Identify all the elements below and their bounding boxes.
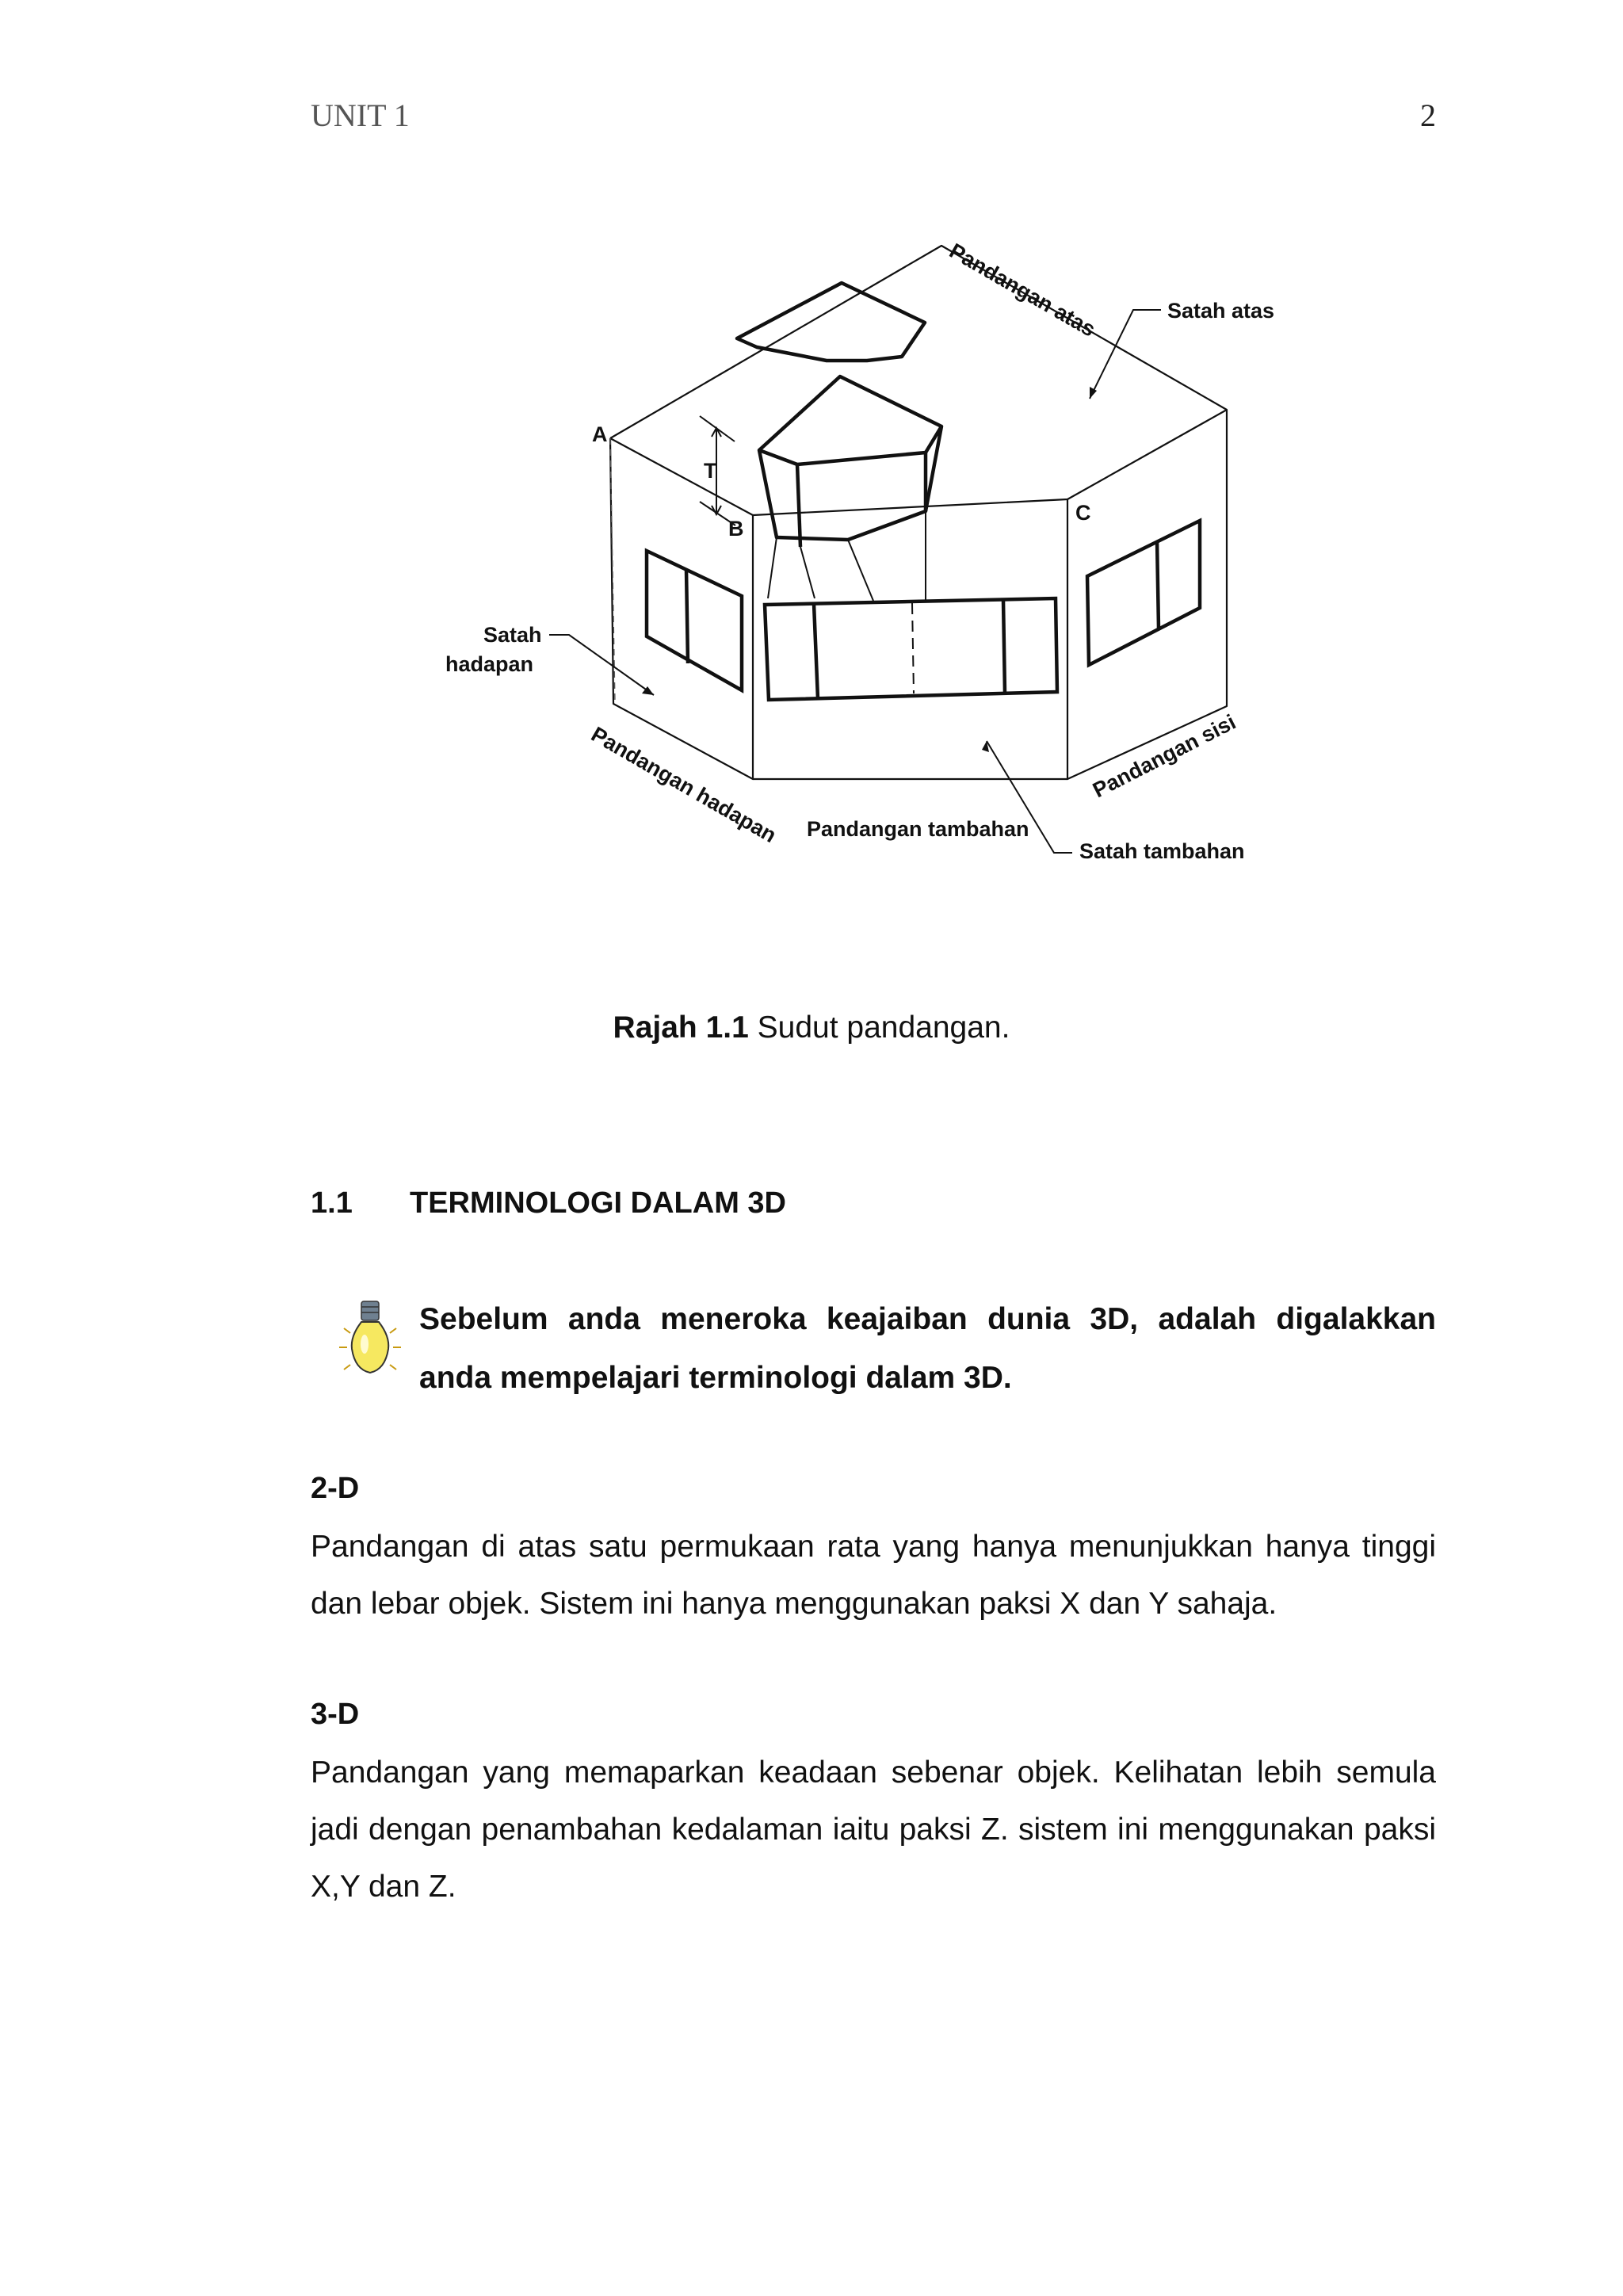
label-top-view: Pandangan atas xyxy=(945,239,1100,342)
label-point-b: B xyxy=(728,517,744,541)
label-front-view: Pandangan hadapan xyxy=(587,722,781,848)
label-front-plane-1: Satah xyxy=(483,623,542,647)
box-left-face xyxy=(610,438,753,779)
projection-planes-figure xyxy=(372,202,1284,939)
term-title: 3-D xyxy=(311,1698,360,1731)
top-view-shape xyxy=(737,283,925,361)
leader-top-plane xyxy=(1090,310,1161,399)
label-height: T xyxy=(704,459,717,483)
tip-box xyxy=(311,1290,1436,1417)
caption-number: Rajah 1.1 xyxy=(613,1010,749,1045)
projection-diagram xyxy=(372,202,1284,939)
tip-text: Sebelum anda meneroka keajaiban dunia 3D, adalah digalakkan anda mempelajari terminologi dalam 3D. xyxy=(419,1302,1436,1395)
label-point-a: A xyxy=(592,422,608,446)
leader-front-plane xyxy=(549,635,654,695)
label-point-c: C xyxy=(1075,501,1091,525)
side-view-shape xyxy=(1087,521,1200,665)
term-description: Pandangan di atas satu permukaan rata yang hanya menunjukkan hanya tinggi dan lebar objek. Sistem ini hanya menggunakan paksi X dan Y sahaja. xyxy=(311,1530,1436,1621)
label-auxiliary-view: Pandangan tambahan xyxy=(807,817,1029,841)
section-title: TERMINOLOGI DALAM 3D xyxy=(410,1186,786,1220)
prism-object xyxy=(759,376,941,547)
figure-caption xyxy=(0,1010,1623,1045)
term-title: 2-D xyxy=(311,1472,360,1505)
section-heading xyxy=(311,1186,786,1221)
unit-label: UNIT 1 xyxy=(311,97,410,133)
auxiliary-view-shape xyxy=(765,598,1057,700)
label-auxiliary-plane: Satah tambahan xyxy=(1079,839,1245,863)
lightbulb-icon xyxy=(334,1298,406,1385)
label-front-plane-2: hadapan xyxy=(445,652,534,676)
label-top-plane: Satah atas xyxy=(1167,299,1275,323)
page-number: 2 xyxy=(1420,97,1436,133)
label-side-view: Pandangan sisi xyxy=(1089,709,1240,803)
term-description: Pandangan yang memaparkan keadaan sebenar objek. Kelihatan lebih semula jadi dengan penambahan kedalaman iaitu paksi Z. sistem ini menggunakan paksi X,Y dan Z. xyxy=(311,1755,1436,1904)
page-header xyxy=(311,97,1436,144)
section-number: 1.1 xyxy=(311,1186,353,1220)
term-2d xyxy=(311,1465,1436,1633)
front-view-shape xyxy=(647,551,742,690)
term-3d xyxy=(311,1690,1436,1916)
caption-text: Sudut pandangan. xyxy=(748,1010,1010,1045)
